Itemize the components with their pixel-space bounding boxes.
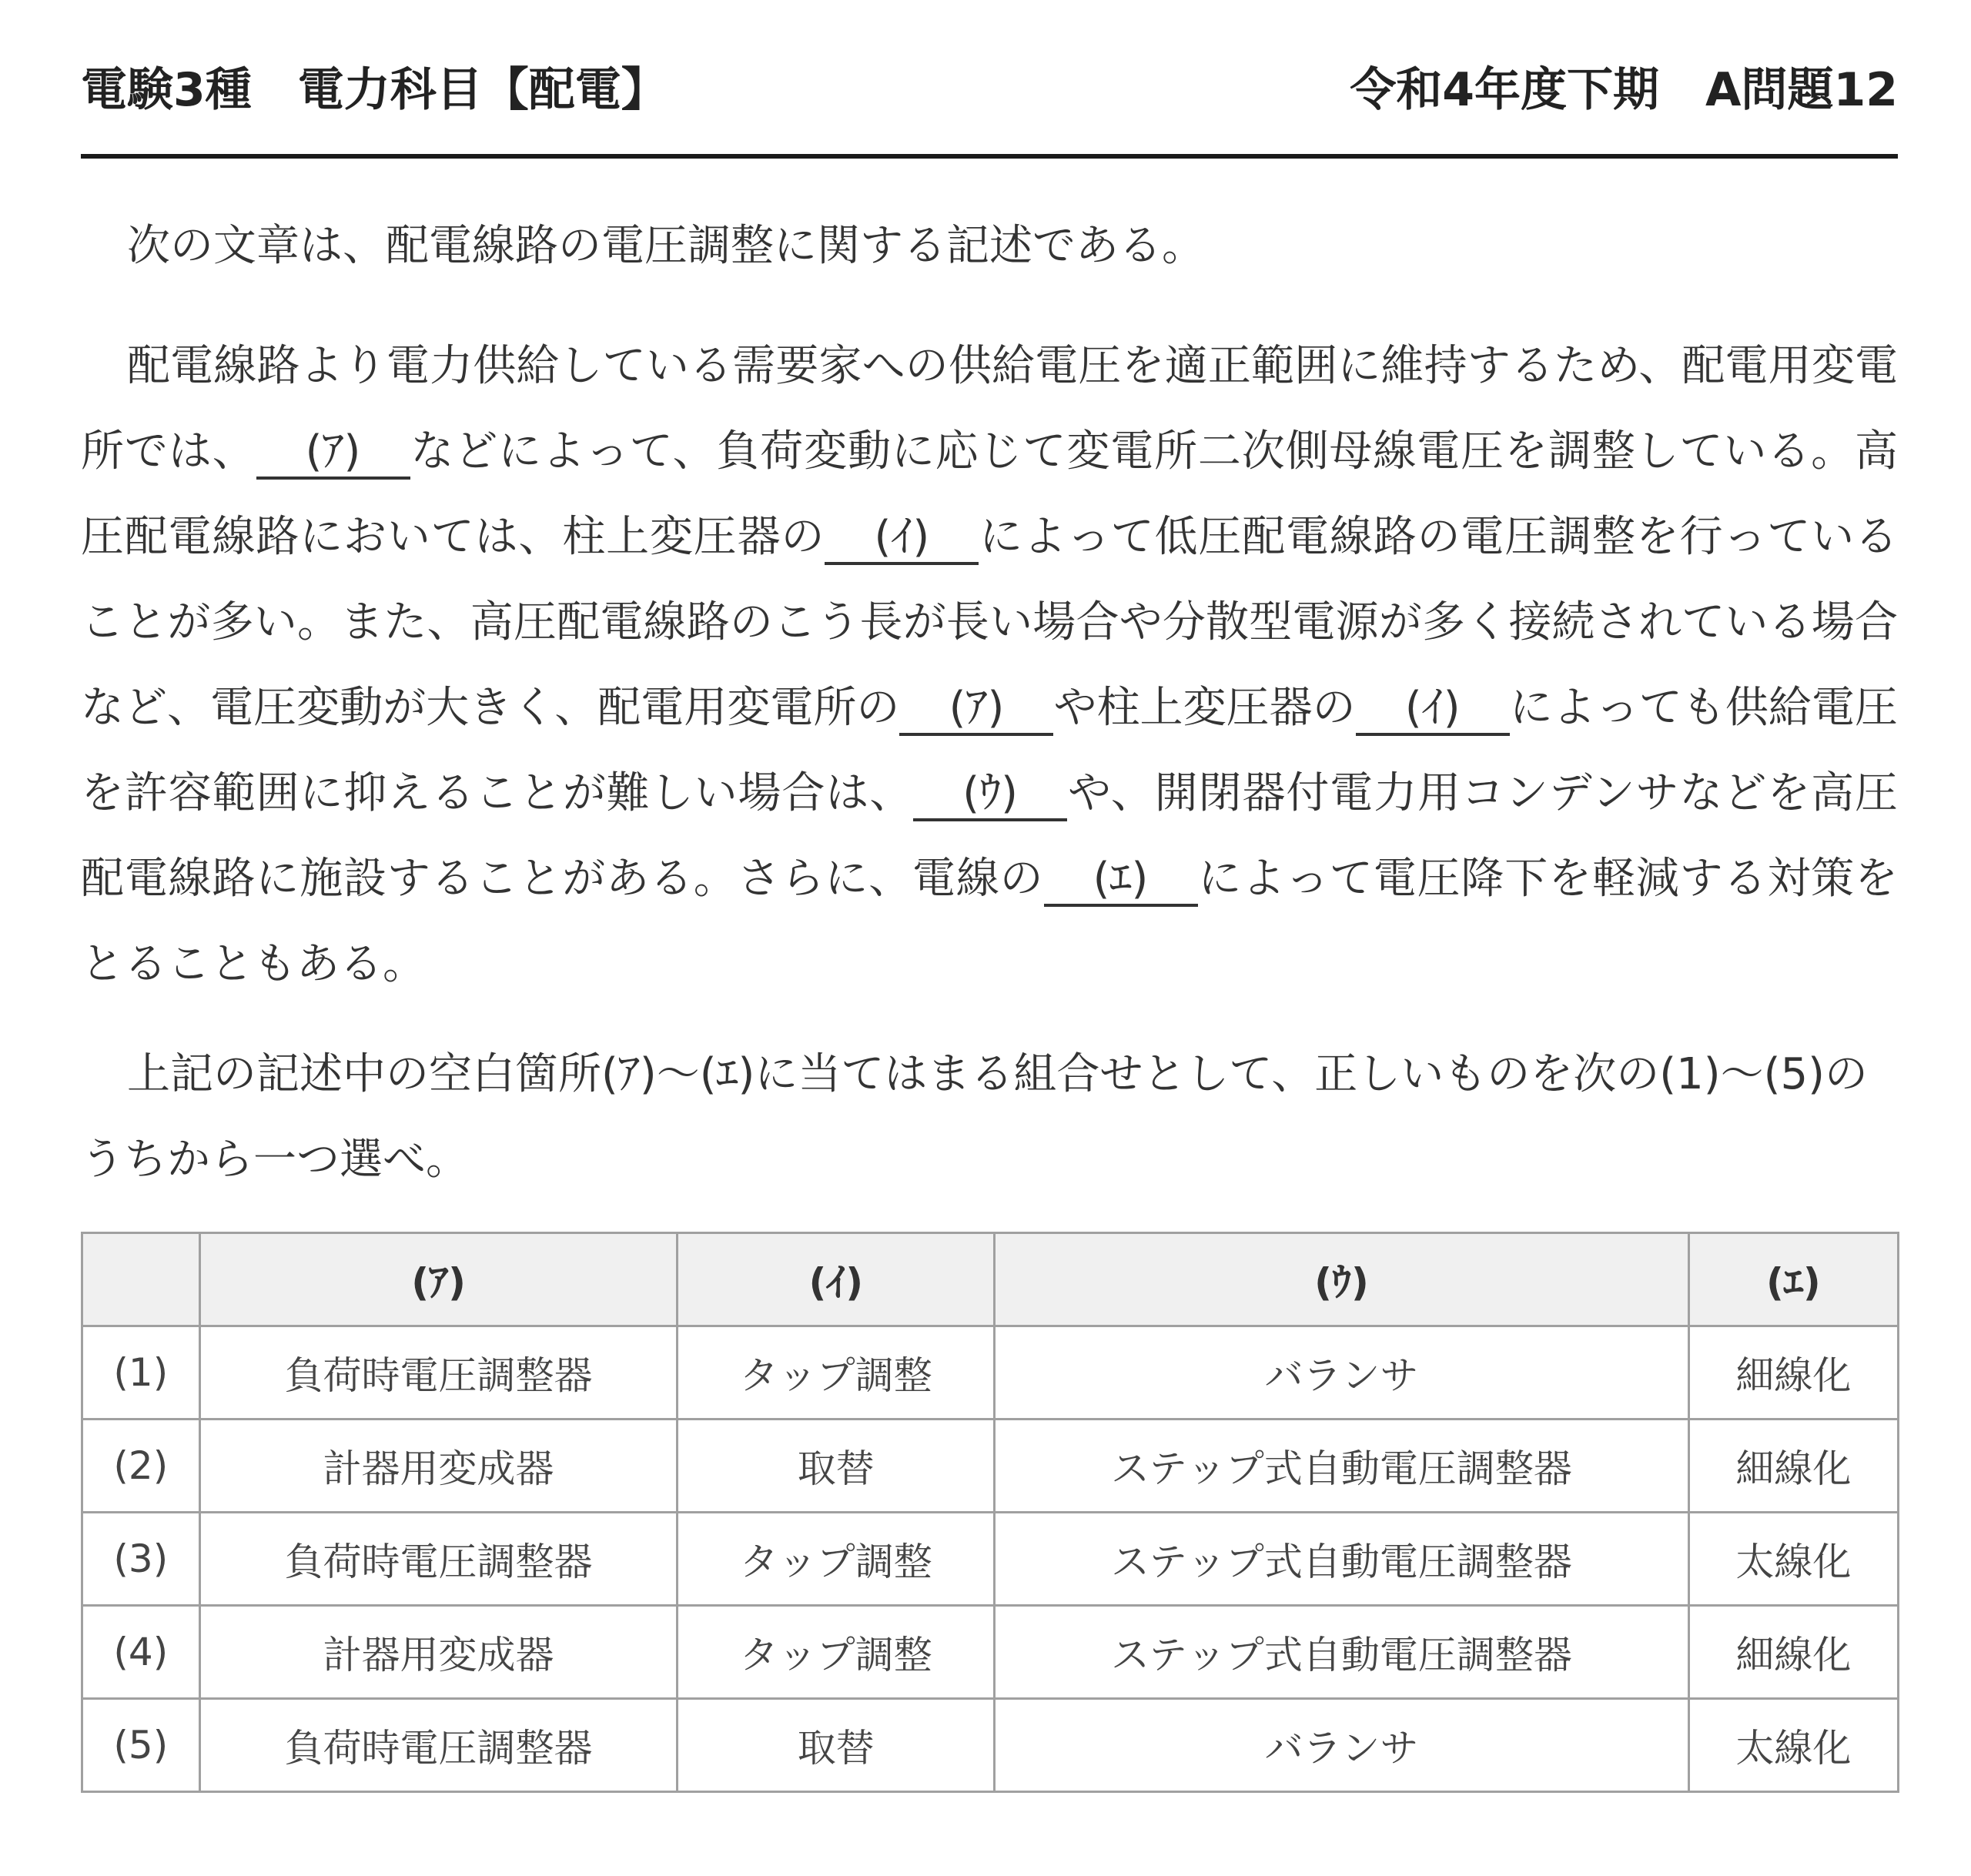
problem-paragraph xyxy=(81,323,1898,1007)
choice-number: (4) xyxy=(82,1606,200,1699)
para-text-6: や、開閉器付電力用コンデンサなどを高圧配電線路に施設することがある。さらに、電線の xyxy=(81,768,1899,904)
header-cell-number xyxy=(82,1233,200,1326)
para-text-5: によっても供給電圧を許容範囲に抑えることが難しい場合は、 xyxy=(81,683,1898,818)
cell-a: 負荷時電圧調整器 xyxy=(199,1326,678,1420)
para-text-2: などによって、負荷変動に応じて変電所二次側母線電圧を調整している。高圧配電線路においては、柱上変圧器の xyxy=(81,426,1899,562)
cell-u: ステップ式自動電圧調整器 xyxy=(995,1420,1689,1513)
header-cell-i: (ｲ) xyxy=(678,1233,995,1326)
header-cell-u: (ｳ) xyxy=(995,1233,1689,1326)
cell-u: ステップ式自動電圧調整器 xyxy=(995,1513,1689,1606)
cell-e: 細線化 xyxy=(1688,1606,1898,1699)
cell-a: 負荷時電圧調整器 xyxy=(199,1699,678,1792)
table-row xyxy=(82,1420,1899,1513)
blank-e: (ｴ) xyxy=(1044,854,1198,907)
choice-number: (2) xyxy=(82,1420,200,1513)
page-header xyxy=(81,0,1898,159)
para-text-7: によって電圧降下を軽減する対策をとることもある。 xyxy=(81,854,1899,989)
question-text: 上記の記述中の空白箇所(ｱ)～(ｴ)に当てはまる組合せとして、正しいものを次の(1)～(5)のうちから一つ選べ。 xyxy=(81,1049,1868,1185)
blank-i: (ｲ) xyxy=(825,513,979,565)
intro-text: 次の文章は、配電線路の電圧調整に関する記述である。 xyxy=(127,221,1205,271)
para-text-3: によって低圧配電線路の電圧調整を行っていることが多い。また、高圧配電線路のこう長が長い場合や分散型電源が多く接続されている場合など、電圧変動が大きく、配電用変電所の xyxy=(81,512,1899,733)
para-text-4: や柱上変圧器の xyxy=(1053,683,1356,733)
table-row xyxy=(82,1326,1899,1420)
cell-i: タップ調整 xyxy=(678,1606,995,1699)
cell-e: 細線化 xyxy=(1688,1326,1898,1420)
cell-e: 太線化 xyxy=(1688,1699,1898,1792)
cell-e: 太線化 xyxy=(1688,1513,1898,1606)
choice-number: (1) xyxy=(82,1326,200,1420)
table-row xyxy=(82,1699,1899,1792)
para-text-1: 配電線路より電力供給している需要家への供給電圧を適正範囲に維持するため、配電用変電所では、 xyxy=(81,341,1898,477)
cell-i: タップ調整 xyxy=(678,1326,995,1420)
answer-table xyxy=(81,1232,1899,1793)
table-row xyxy=(82,1606,1899,1699)
cell-a: 計器用変成器 xyxy=(199,1420,678,1513)
choice-number: (5) xyxy=(82,1699,200,1792)
cell-u: ステップ式自動電圧調整器 xyxy=(995,1606,1689,1699)
cell-e: 細線化 xyxy=(1688,1420,1898,1513)
choice-number: (3) xyxy=(82,1513,200,1606)
page xyxy=(81,0,1899,1771)
blank-i-repeat: (ｲ) xyxy=(1356,684,1510,736)
cell-u: バランサ xyxy=(995,1699,1689,1792)
exam-info: 令和4年度下期 A問題12 xyxy=(1350,63,1898,117)
blank-a: (ｱ) xyxy=(256,427,410,480)
subject-title: 電験3種 電力科目【配電】 xyxy=(81,63,668,117)
blank-u: (ｳ) xyxy=(913,769,1067,821)
cell-i: 取替 xyxy=(678,1420,995,1513)
header-cell-a: (ｱ) xyxy=(199,1233,678,1326)
cell-a: 負荷時電圧調整器 xyxy=(199,1513,678,1606)
cell-i: 取替 xyxy=(678,1699,995,1792)
table-header-row xyxy=(82,1233,1899,1326)
cell-u: バランサ xyxy=(995,1326,1689,1420)
blank-a-repeat: (ｱ) xyxy=(899,684,1053,736)
cell-a: 計器用変成器 xyxy=(199,1606,678,1699)
cell-i: タップ調整 xyxy=(678,1513,995,1606)
header-cell-e: (ｴ) xyxy=(1688,1233,1898,1326)
table-row xyxy=(82,1513,1899,1606)
